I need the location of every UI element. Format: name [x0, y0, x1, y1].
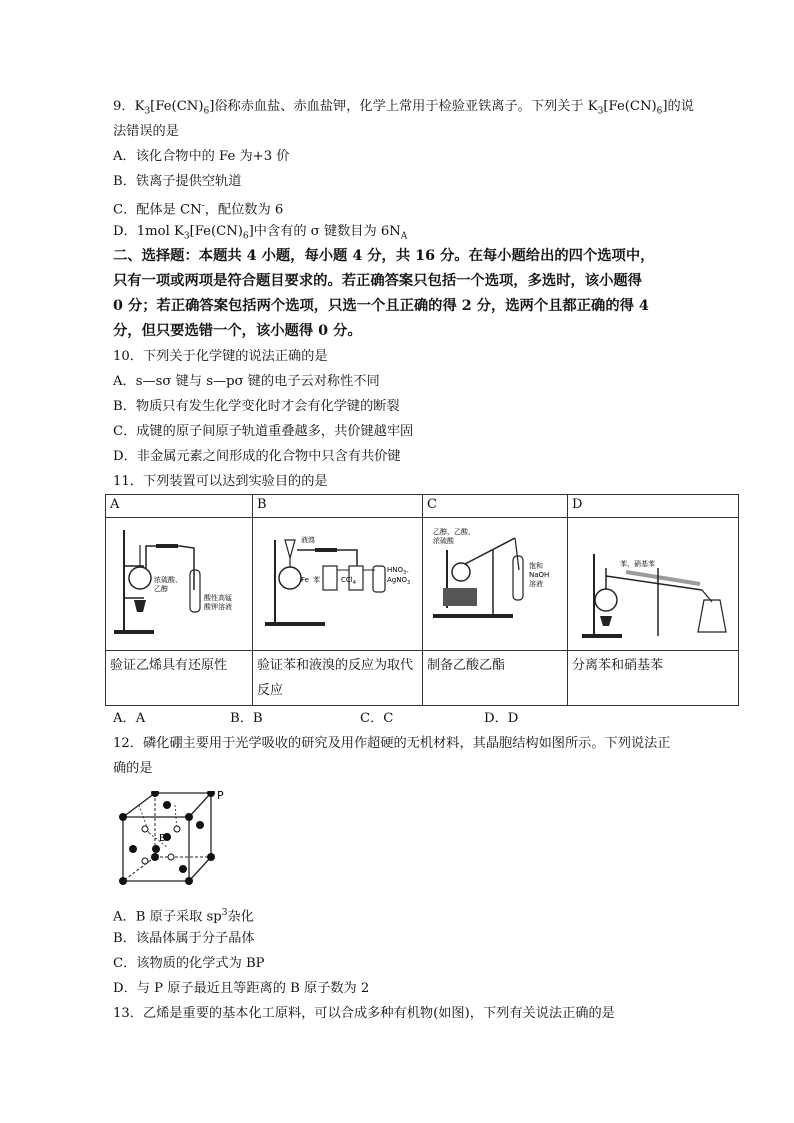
- label-hno3: $HNO_3$、: [387, 566, 414, 576]
- q10-option-b: B．物质只有发生化学变化时才会有化学键的断裂: [113, 399, 400, 414]
- q11-figure-a: [106, 518, 253, 651]
- label-saturated: 饱和: [529, 562, 543, 570]
- q12-option-c: C．该物质的化学式为 BP: [113, 956, 265, 971]
- q11-header-b: B: [253, 495, 423, 518]
- section2-instructions-line4: 分，但只要选错一个，该小题得 0 分。: [113, 323, 362, 339]
- q11-caption-c: 制备乙酸乙酯: [423, 651, 568, 706]
- q10-option-a: A．s—sσ 键与 s—pσ 键的电子云对称性不同: [113, 374, 380, 389]
- section2-instructions-line3: 0 分；若正确答案包括两个选项，只选一个且正确的得 2 分，选两个且都正确的得 4: [113, 298, 649, 314]
- q9-option-b: B．铁离子提供空轨道: [113, 174, 242, 189]
- apparatus-c-diagram: [427, 520, 563, 644]
- q12-option-b: B．该晶体属于分子晶体: [113, 931, 255, 946]
- q11-figure-c: [423, 518, 568, 651]
- label-ccl4: CCl$_4$: [341, 576, 356, 586]
- label-agno3: AgNO$_3$: [387, 576, 411, 586]
- q11-header-a: A: [106, 495, 253, 518]
- q11-caption-b: 验证苯和液溴的反应为取代反应: [253, 651, 423, 706]
- q11-caption-a: 验证乙烯具有还原性: [106, 651, 253, 706]
- q11-options: [113, 706, 713, 731]
- q11-caption-d: 分离苯和硝基苯: [568, 651, 739, 706]
- section2-instructions-line2: 只有一项或两项是符合题目要求的。若正确答案只包括一个选项，多选时，该小题得: [113, 273, 642, 289]
- q11-option-d: D．D: [484, 711, 519, 726]
- label-conc-sulfuric: 浓硫酸: [433, 537, 454, 545]
- label-liquid-bromine: 液溴: [301, 536, 315, 544]
- q11-figure-b: [253, 518, 423, 651]
- label-acidic-kmno4-2: 酸钾溶液: [204, 603, 232, 611]
- label-acidic-kmno4-1: 酸性高锰: [204, 594, 232, 602]
- q12-stem-line1: 12．磷化硼主要用于光学吸收的研究及用作超硬的无机材料，其晶胞结构如图所示。下列说法正: [113, 736, 671, 751]
- label-fe: Fe: [301, 576, 309, 584]
- q12-figure: [113, 781, 713, 901]
- q11-apparatus-table: [105, 494, 739, 706]
- apparatus-b-diagram: [257, 520, 418, 644]
- q9-option-d: D．1mol $K_3[Fe(CN)_6]$中含有的 σ 键数目为 $6N_A$: [113, 224, 408, 242]
- atom-label-b: B: [159, 833, 166, 844]
- q12-option-a: A．B 原子采取 $sp^3$杂化: [113, 908, 254, 925]
- q11-stem: 11．下列装置可以达到实验目的的是: [113, 474, 328, 489]
- label-ethanol-acetic-acid: 乙醇、乙酸、: [433, 528, 475, 536]
- q13-stem: 13．乙烯是重要的基本化工原料，可以合成多种有机物(如图)，下列有关说法正确的是: [113, 1006, 615, 1021]
- section2-instructions-line1: 二、选择题：本题共 4 小题，每小题 4 分，共 16 分。在每小题给出的四个选项中，: [113, 248, 655, 264]
- label-conc-sulfuric-ethanol: 浓硫酸、: [154, 576, 182, 584]
- label-benzene: 苯: [313, 576, 320, 584]
- q11-header-d: D: [568, 495, 739, 518]
- q10-stem: 10．下列关于化学键的说法正确的是: [113, 349, 328, 364]
- crystal-cell-diagram: [119, 791, 239, 901]
- exam-page: [110, 94, 713, 1026]
- q9-stem-line1: 9．$K_3[Fe(CN)_6]$俗称赤血盐、赤血盐钾，化学上常用于检验亚铁离子。下列关于 $K_3[Fe(CN)_6]$的说: [113, 99, 694, 117]
- label-benzene-nitrobenzene: 苯、硝基苯: [620, 560, 655, 568]
- q11-header-c: C: [423, 495, 568, 518]
- q12-stem-line2: 确的是: [113, 761, 153, 776]
- q12-option-d: D．与 P 原子最近且等距离的 B 原子数为 2: [113, 981, 370, 996]
- label-solution: 溶液: [529, 580, 543, 588]
- q10-option-d: D．非金属元素之间形成的化合物中只含有共价键: [113, 449, 401, 464]
- q10-option-c: C．成键的原子间原子轨道重叠越多，共价键越牢固: [113, 424, 414, 439]
- q11-option-b: B．B: [230, 711, 263, 726]
- apparatus-d-diagram: [572, 520, 734, 644]
- q9-option-a: A．该化合物中的 Fe 为+3 价: [113, 149, 290, 164]
- apparatus-a-diagram: [110, 520, 248, 644]
- q11-option-a: A．A: [113, 711, 146, 726]
- q9-option-c: C．配体是 CN-，配位数为 6: [113, 201, 284, 218]
- q11-option-c: C．C: [360, 711, 394, 726]
- label-naoh: NaOH: [529, 571, 550, 579]
- atom-label-p: P: [217, 791, 224, 802]
- label-ethanol: 乙醇: [154, 585, 168, 593]
- q11-figure-d: [568, 518, 739, 651]
- q9-stem-line2: 法错误的是: [113, 124, 179, 139]
